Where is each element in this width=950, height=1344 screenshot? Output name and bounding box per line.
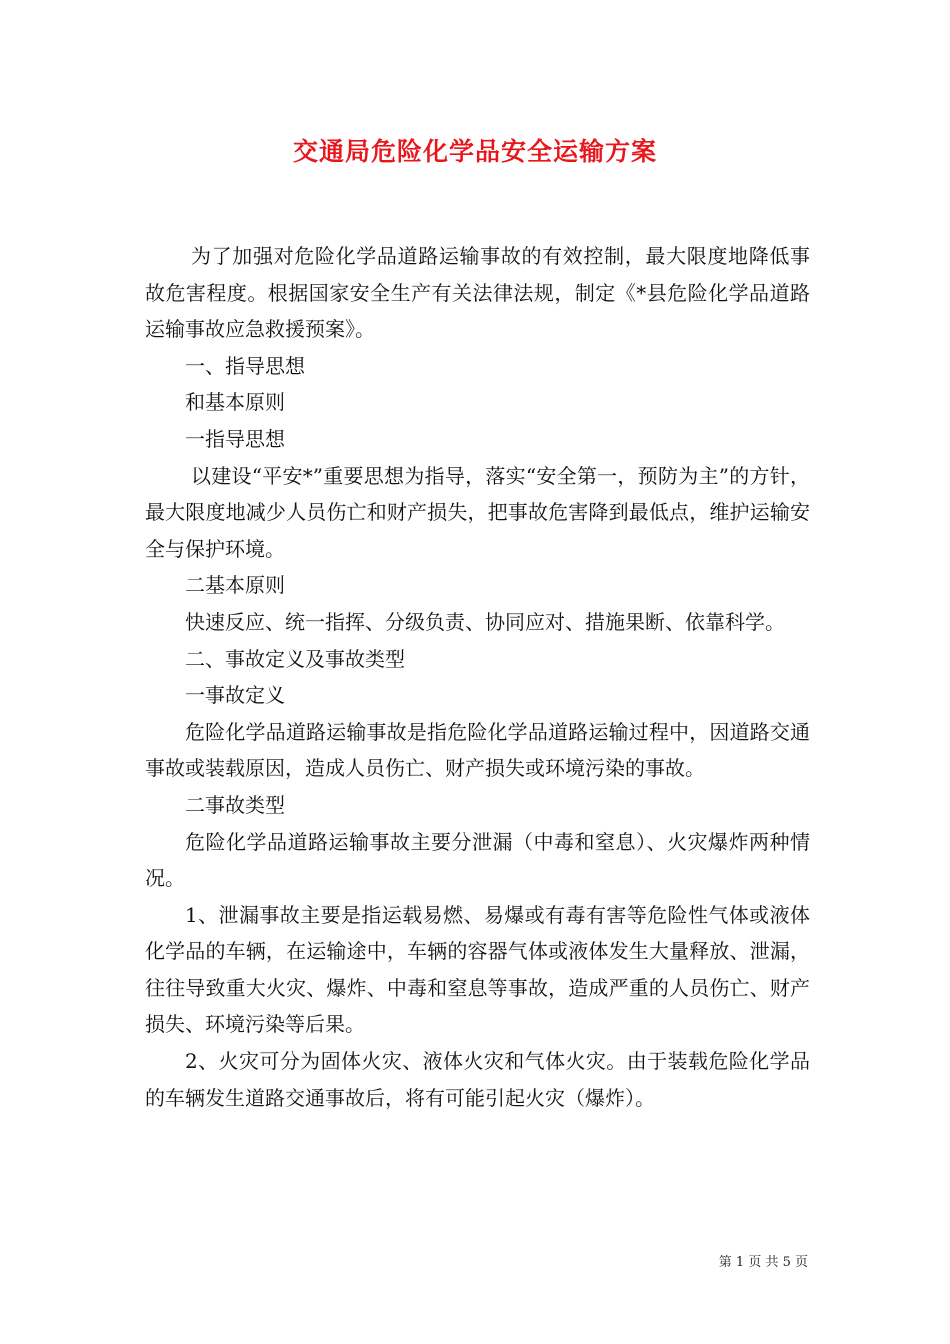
paragraph-basic-principles: 快速反应、统一指挥、分级负责、协同应对、措施果断、依靠科学。 bbox=[185, 609, 785, 634]
heading-accident-definition-types: 二、事故定义及事故类型 bbox=[185, 646, 405, 671]
heading-guiding-thought: 一、指导思想 bbox=[185, 353, 305, 378]
heading-basic-principles: 和基本原则 bbox=[185, 390, 285, 415]
subheading-guiding-thought: 一指导思想 bbox=[185, 426, 285, 451]
subheading-accident-types: 二事故类型 bbox=[185, 792, 285, 817]
document-body bbox=[145, 238, 810, 1116]
paragraph-guiding-thought: 以建设“平安*”重要思想为指导，落实“安全第一，预防为主”的方针，最大限度地减少人员伤亡和财产损失，把事故危害降到最低点，维护运输安全与保护环境。 bbox=[145, 463, 810, 561]
subheading-accident-definition: 一事故定义 bbox=[185, 683, 285, 708]
paragraph-leak-accident: 1、泄漏事故主要是指运载易燃、易爆或有毒有害等危险性气体或液体化学品的车辆，在运输途中，车辆的容器气体或液体发生大量释放、泄漏，往往导致重大火灾、爆炸、中毒和窒息等事故，造成严重的人员伤亡、财产损失、环境污染等后果。 bbox=[145, 902, 810, 1037]
paragraph-accident-definition: 危险化学品道路运输事故是指危险化学品道路运输过程中，因道路交通事故或装载原因，造成人员伤亡、财产损失或环境污染的事故。 bbox=[145, 719, 810, 781]
page-title: 交通局危险化学品安全运输方案 bbox=[292, 137, 657, 166]
paragraph-intro: 为了加强对危险化学品道路运输事故的有效控制，最大限度地降低事故危害程度。根据国家安全生产有关法律法规，制定《*县危险化学品道路运输事故应急救援预案》。 bbox=[145, 244, 810, 342]
page-number-footer: 第 1 页 共 5 页 bbox=[718, 1255, 808, 1270]
paragraph-fire-accident: 2、火灾可分为固体火灾、液体火灾和气体火灾。由于装载危险化学品的车辆发生道路交通事故后，将有可能引起火灾（爆炸）。 bbox=[145, 1049, 810, 1110]
paragraph-accident-types: 危险化学品道路运输事故主要分泄漏（中毒和窒息）、火灾爆炸两种情况。 bbox=[145, 829, 810, 891]
subheading-basic-principles: 二基本原则 bbox=[185, 573, 285, 598]
